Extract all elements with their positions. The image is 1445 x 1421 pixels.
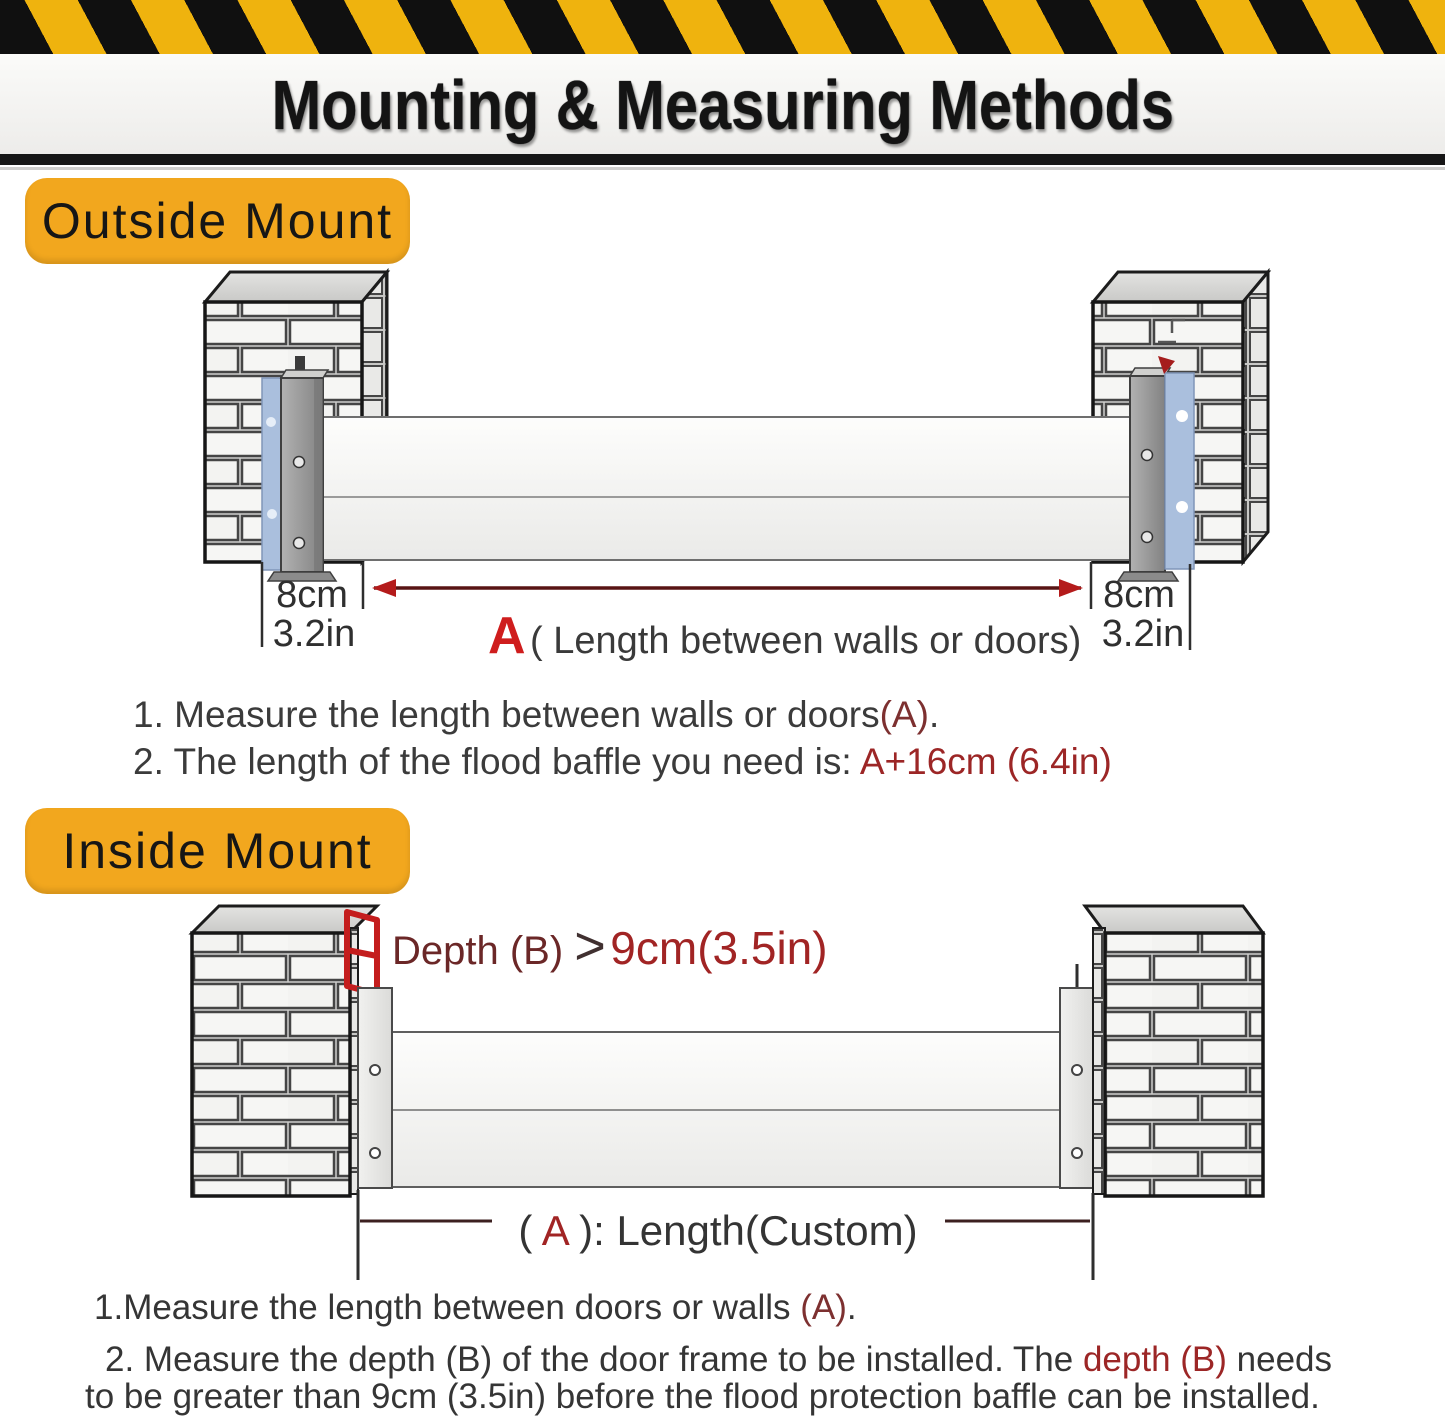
screw-hole xyxy=(294,457,305,468)
flood-barrier-panel xyxy=(392,1032,1060,1187)
outside-step2-highlight: A+16cm (6.4in) xyxy=(859,741,1112,782)
dimension-arrow xyxy=(372,579,1083,597)
hazard-stripe-banner xyxy=(0,0,1445,54)
outside-step1-text: 1. Measure the length between walls or doors xyxy=(133,694,880,735)
page-title: Mounting & Measuring Methods xyxy=(271,66,1174,144)
overhang-left-in: 3.2in xyxy=(272,613,356,655)
dimension-letter-a: A xyxy=(541,1207,568,1254)
mounting-channel-left xyxy=(358,988,392,1188)
inside-step1-period: . xyxy=(846,1288,857,1327)
inside-mount-label-text: Inside Mount xyxy=(62,823,373,879)
inside-step-2-line-2 xyxy=(85,1377,1320,1417)
overhang-left-cm: 8cm xyxy=(276,574,348,616)
outside-step2-text: 2. The length of the flood baffle you need is: xyxy=(133,741,860,782)
inside-step1-highlight: (A) xyxy=(800,1288,847,1327)
brick-pillar-right xyxy=(1085,906,1263,1196)
inside-mount-diagram xyxy=(0,898,1445,1293)
inside-step2-text-d: to be greater than 9cm (3.5in) before the flood protection baffle can be installed. xyxy=(85,1377,1320,1416)
title-underline-shadow xyxy=(0,167,1445,170)
inside-step-1 xyxy=(94,1288,857,1328)
flood-barrier-panel xyxy=(323,417,1130,560)
length-dimension-label xyxy=(488,607,1081,665)
screw-hole xyxy=(370,1148,380,1158)
screw-hole xyxy=(294,538,305,549)
outside-step-1 xyxy=(133,694,939,736)
length-dimension-label xyxy=(518,1207,917,1254)
dimension-caption: ): Length(Custom) xyxy=(579,1207,918,1254)
screw-hole xyxy=(370,1065,380,1075)
title-underline xyxy=(0,154,1445,165)
seal-strip-right xyxy=(1165,373,1194,569)
dim-open-paren: ( xyxy=(518,1207,533,1254)
screw-hole xyxy=(1072,1148,1082,1158)
inside-step2-text-a: 2. Measure the depth (B) of the door frame to be installed. The xyxy=(105,1340,1083,1379)
outside-mount-diagram xyxy=(0,262,1445,682)
seal-strip-left xyxy=(262,378,281,570)
inside-step2-text-c: needs xyxy=(1226,1340,1333,1379)
inside-step1-text: 1.Measure the length between doors or walls xyxy=(94,1288,801,1327)
greater-than-sign: > xyxy=(574,916,606,976)
outside-step1-highlight: (A) xyxy=(879,694,929,735)
overhang-right-cm: 8cm xyxy=(1103,574,1175,616)
screw-hole xyxy=(1142,450,1153,461)
outside-step1-period: . xyxy=(928,694,940,735)
inside-step-2-line-1 xyxy=(105,1340,1332,1380)
mounting-channel-right xyxy=(1060,964,1093,1188)
dimension-caption: ( Length between walls or doors) xyxy=(530,620,1082,662)
outside-mount-label xyxy=(25,178,410,264)
inside-step2-highlight: depth (B) xyxy=(1082,1340,1227,1379)
title-band xyxy=(0,54,1445,154)
depth-label xyxy=(392,916,828,976)
overhang-right-in: 3.2in xyxy=(1101,613,1185,655)
depth-label-text: Depth (B) xyxy=(392,929,575,973)
depth-value: 9cm(3.5in) xyxy=(610,922,828,974)
inside-mount-label xyxy=(25,808,410,894)
screw-hole xyxy=(1142,532,1153,543)
outside-step-2 xyxy=(133,741,1112,783)
screw-hole xyxy=(1072,1065,1082,1075)
dimension-letter-a: A xyxy=(488,607,526,665)
outside-mount-label-text: Outside Mount xyxy=(41,193,394,249)
